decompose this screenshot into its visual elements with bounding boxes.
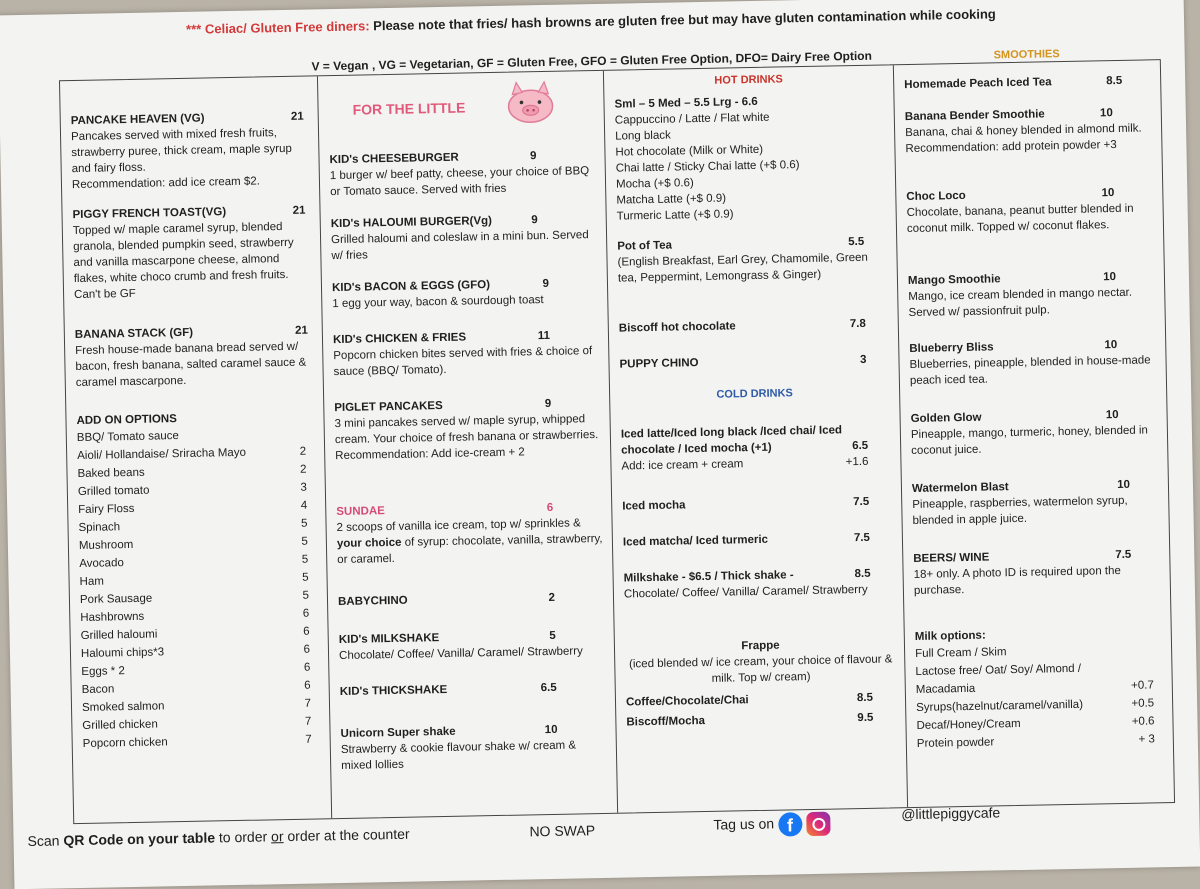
coffee-item: Cappuccino / Latte / Flat white (614, 111, 770, 127)
item-price: 7.8 (849, 317, 866, 331)
menu-item-beers-wine (913, 546, 1162, 599)
no-swap-note: NO SWAP (529, 822, 596, 840)
addon-row-price: 4 (300, 499, 308, 512)
milk-option-row-name: Decaf/Honey/Cream (916, 717, 1021, 732)
milk-option-row-name: Protein powder (916, 736, 995, 750)
addon-row-name: Haloumi chips*3 (80, 646, 165, 660)
diet-legend: V = Vegan , VG = Vegetarian, GF = Gluten Free, GFO = Gluten Free Option, DFO= Dairy Free Option (311, 48, 873, 74)
addon-row-name: Grilled tomato (77, 484, 150, 499)
item-name: PANCAKE HEAVEN (VG) (70, 112, 205, 128)
item-price: 7.5 (1115, 548, 1132, 562)
addon-row-name: Bacon (81, 683, 115, 696)
item-name: Biscoff/Mocha (626, 715, 706, 729)
addon-row-price: 2 (299, 463, 307, 476)
addons-title: ADD ON OPTIONS (76, 413, 177, 428)
item-name: Iced latte/Iced long black /Iced chai/ Iced chocolate / Iced mocha (+1) (620, 424, 843, 457)
addon-row-price: 5 (301, 553, 309, 566)
item-name: KID's BACON & EGGS (GFO) (331, 279, 491, 295)
menu-item-iced-matcha (623, 529, 894, 550)
item-price: 8.5 (856, 691, 874, 705)
addon-row-price: 6 (304, 679, 311, 692)
order-instructions (27, 826, 409, 849)
scan-text-d: or (270, 828, 284, 845)
menu-item-frappe-biscoff (626, 709, 897, 730)
menu-item-kids-bacon-eggs (332, 275, 600, 312)
menu-item-kids-haloumi-burger (331, 211, 599, 264)
item-price: 9 (542, 277, 550, 291)
item-name: Banana Bender Smoothie (904, 108, 1045, 124)
item-price: 21 (290, 110, 304, 123)
addon-row-name: Smoked salmon (81, 700, 165, 714)
addon-row-name: Popcorn chicken (82, 736, 168, 750)
milk-option-row (917, 730, 1165, 753)
item-name: PUPPY CHINO (619, 357, 699, 371)
add-on-options (76, 408, 321, 753)
milk-option-row-price: +0.6 (1131, 715, 1155, 728)
addon-row-price: 2 (299, 445, 307, 458)
addon-row-price: 6 (302, 607, 310, 620)
item-description: Mango, ice cream blended in mango nectar. Served w/ passionfruit pulp. (908, 286, 1133, 320)
item-name: Watermelon Blast (911, 481, 1009, 495)
milk-option-row-price: +0.5 (1131, 697, 1155, 710)
celiac-label: *** Celiac/ Gluten Free diners: (185, 18, 370, 37)
item-name: KID's THICKSHAKE (339, 683, 448, 699)
item-price: 6 (546, 501, 554, 515)
coffee-sizes: Sml – 5 Med – 5.5 Lrg - 6.6 (614, 95, 758, 111)
menu-item-banana-stack (75, 322, 315, 391)
item-price: 7.5 (853, 495, 870, 509)
addon-row-price: 7 (304, 697, 312, 710)
addon-list (77, 424, 322, 753)
milk-option-row-name: Syrups(hazelnut/caramel/vanilla) (916, 698, 1084, 714)
coffee-list (615, 107, 888, 224)
item-name: Choc Loco (906, 189, 966, 204)
item-price: 9 (544, 397, 552, 411)
drinks-column (604, 65, 908, 812)
item-name: BANANA STACK (GF) (74, 326, 194, 342)
item-price: 8.5 (1106, 74, 1123, 88)
menu-item-choc-loco (906, 184, 1155, 237)
menu-item-biscoff-hot-chocolate (619, 315, 890, 336)
addon-row-name: Baked beans (77, 466, 145, 481)
notice-text: Please note that fries/ hash browns are gluten free but may have gluten contamination while cooking (373, 6, 996, 34)
item-price: 10 (1105, 409, 1119, 422)
addon-row-name: Pork Sausage (79, 592, 153, 606)
item-price: 8.5 (854, 567, 871, 581)
item-description: 18+ only. A photo ID is required upon the purchase. (913, 565, 1121, 597)
addon-row-name: Fairy Floss (78, 502, 135, 517)
frappe-title: Frappe (741, 639, 780, 653)
coffee-item: Matcha Latte (+$ 0.9) (616, 192, 727, 207)
addon-row-price: 5 (301, 517, 308, 530)
item-description: Banana, chai & honey blended in almond milk. (905, 122, 1142, 140)
item-description: Grilled haloumi and coleslaw in a mini bun. Served w/ fries (330, 229, 589, 263)
pig-icon (498, 78, 563, 127)
milk-option-row-name: Macadamia (915, 682, 976, 696)
addon-row-name: Ham (79, 575, 105, 588)
item-description: Blueberries, pineapple, blended in house-made peach iced tea. (909, 354, 1151, 388)
breakfast-column (60, 76, 332, 823)
coffee-item: Mocha (+$ 0.6) (615, 177, 694, 191)
item-price: 6.5 (540, 681, 557, 695)
item-description: Pancakes served with mixed fresh fruits, strawberry puree, thick cream, maple syrup and fairy floss. (70, 127, 292, 176)
item-name: Golden Glow (910, 411, 982, 426)
item-name: KID's CHICKEN & FRIES (332, 331, 467, 347)
item-price: 9 (529, 150, 537, 163)
addon-row-name: Avocado (79, 557, 124, 570)
item-description: Pineapple, raspberries, watermelon syrup, blended in apple juice. (912, 494, 1128, 527)
item-name: KID's CHEESEBURGER (329, 151, 459, 167)
item-name: PIGLET PANCAKES (334, 399, 443, 415)
addon-row-name: Grilled chicken (82, 718, 158, 732)
addon-row-price: 6 (303, 643, 311, 656)
item-description: 3 mini pancakes served w/ maple syrup, whipped cream. Your choice of fresh banana or strawberries. Recommendation: Add ice-cream + 2 (334, 413, 599, 463)
item-note: Recommendation: add protein powder +3 (905, 139, 1117, 156)
item-name: KID's HALOUMI BURGER(Vg) (330, 215, 493, 231)
item-name: Coffee/Chocolate/Chai (625, 694, 749, 709)
social-handle: @littlepiggycafe (901, 804, 1001, 823)
menu-item-unicorn-super-shake (340, 721, 608, 774)
menu-item-golden-glow (910, 406, 1159, 459)
smoothies-column (894, 48, 1174, 807)
addon-row-price: 5 (301, 535, 308, 548)
item-description: Popcorn chicken bites served with fries & choice of sauce (BBQ/ Tomato). (333, 345, 593, 379)
scan-text-a: Scan (27, 832, 64, 850)
item-price: 9.5 (857, 711, 874, 725)
item-name: Unicorn Super shake (340, 725, 456, 741)
item-description: Topped w/ maple caramel syrup, blended granola, blended pumpkin seed, strawberry and vanilla mascarpone cheese, almond flakes, white choco crumb and fresh fruits. (72, 221, 294, 286)
coffee-item: Turmeric Latte (+$ 0.9) (616, 208, 734, 223)
addon-row-name: BBQ/ Tomato sauce (76, 430, 180, 445)
item-description: Pineapple, mango, turmeric, honey, blended in coconut juice. (910, 424, 1148, 458)
menu-item-kids-cheeseburger (329, 147, 597, 200)
coffee-item: Hot chocolate (Milk or White) (615, 143, 764, 159)
addon-row-name: Eggs * 2 (81, 665, 125, 678)
item-description: (English Breakfast, Earl Grey, Chamomile, Green tea, Peppermint, Lemongrass & Ginger) (617, 251, 868, 285)
item-price: 6.5 (852, 439, 869, 453)
addon-row-price: 5 (302, 571, 309, 584)
menu-item-iced-drinks (621, 421, 893, 474)
milk-options (915, 624, 1165, 753)
menu-item-milkshake (623, 565, 895, 602)
menu-item-frappe (625, 635, 897, 688)
item-price: 11 (537, 329, 551, 343)
milk-option-row-name: Lactose free/ Oat/ Soy/ Almond / (915, 662, 1082, 678)
addon-row-price: 3 (300, 481, 307, 494)
iced-add-price: +1.6 (845, 455, 869, 469)
item-price: 5.5 (848, 235, 865, 249)
item-price: 21 (294, 324, 308, 337)
frappe-description: (iced blended w/ ice cream, your choice of flavour & milk. Top w/ cream) (628, 653, 893, 685)
menu-item-pot-of-tea (617, 233, 889, 286)
item-price: 7.5 (853, 531, 871, 545)
addon-row-price: 6 (303, 661, 311, 674)
scan-text-c: to order (214, 828, 272, 846)
item-name: Blueberry Bliss (909, 341, 994, 356)
item-description (336, 515, 604, 568)
menu-item-watermelon-blast (912, 476, 1161, 529)
item-description: Fresh house-made banana bread served w/ bacon, fresh banana, salted caramel sauce & caramel mascarpone. (75, 340, 307, 390)
item-price: 3 (859, 353, 867, 366)
milk-option-row-name: Full Cream / Skim (915, 646, 1007, 660)
smoothies-title: SMOOTHIES (993, 48, 1060, 62)
item-name: SUNDAE (336, 505, 385, 519)
addon-row-name: Aioli/ Hollandaise/ Sriracha Mayo (77, 446, 247, 463)
menu-item-piggy-french-toast (72, 202, 313, 303)
coffee-item: Chai latte / Sticky Chai latte (+$ 0.6) (615, 159, 800, 175)
item-name: Homemade Peach Iced Tea (904, 76, 1052, 92)
item-note: Can't be GF (73, 287, 136, 302)
sundae-desc-a: 2 scoops of vanilla ice cream, top w/ sprinkles & (336, 517, 581, 535)
addon-row-price: 7 (305, 733, 312, 746)
menu-item-kids-chicken-fries (333, 327, 601, 380)
menu-item-pancake-heaven (71, 108, 311, 193)
item-description: Chocolate, banana, peanut butter blended in coconut milk. Topped w/ coconut flakes. (906, 202, 1134, 236)
item-name: KID's MILKSHAKE (338, 632, 440, 647)
sundae-desc-b: your choice (336, 536, 402, 551)
menu-item-babychino (338, 589, 605, 610)
menu-item-banana-bender (905, 104, 1154, 157)
sundae-desc-c: of syrup: chocolate, vanilla, strawberry, or caramel. (337, 532, 603, 567)
item-name: Iced mocha (622, 499, 686, 513)
iced-add-text: Add: ice cream + cream (621, 458, 744, 473)
menu-item-iced-mocha (622, 493, 893, 514)
coffee-menu (614, 91, 887, 224)
item-name: PIGGY FRENCH TOAST(VG) (72, 206, 227, 222)
menu-item-frappe-coffee (626, 689, 897, 710)
kids-column (318, 71, 618, 818)
item-description: 1 burger w/ beef patty, cheese, your choice of BBQ or Tomato sauce. Served with fries (329, 165, 590, 199)
item-name: Mango Smoothie (907, 273, 1001, 288)
addon-row-price: 7 (304, 715, 312, 728)
item-price: 9 (531, 214, 538, 227)
scan-text-e: order at the counter (283, 825, 410, 845)
item-price: 10 (544, 723, 558, 737)
menu-item-peach-iced-tea (904, 72, 1152, 93)
social-tag (713, 812, 830, 838)
menu-item-puppy-chino (619, 351, 890, 372)
menu-item-piglet-pancakes (334, 395, 602, 464)
item-price: 10 (1104, 339, 1118, 352)
cold-drinks-title: COLD DRINKS (716, 387, 793, 401)
milk-options-title: Milk options: (914, 629, 986, 643)
milk-option-row-price: + 3 (1138, 733, 1155, 746)
item-name: Milkshake - $6.5 / Thick shake - (623, 569, 794, 585)
tag-us-text: Tag us on (713, 815, 775, 833)
item-price: 10 (1101, 187, 1115, 200)
item-name: Iced matcha/ Iced turmeric (622, 533, 769, 549)
item-description: Chocolate/ Coffee/ Vanilla/ Caramel/ Strawberry (623, 583, 868, 601)
item-name: BEERS/ WINE (913, 551, 990, 565)
item-price: 10 (1103, 271, 1117, 284)
instagram-icon[interactable] (806, 812, 830, 836)
item-name: BABYCHINO (337, 594, 408, 609)
gluten-notice (0, 3, 1184, 42)
menu-item-sundae (336, 499, 604, 568)
item-price: 21 (292, 204, 306, 217)
addon-row-price: 5 (302, 589, 310, 602)
milk-options-list (915, 640, 1165, 753)
milk-option-row-price: +0.7 (1130, 679, 1154, 692)
menu-item-kids-thickshake (340, 679, 607, 700)
addon-row-name: Grilled haloumi (80, 628, 158, 642)
scan-text-b: QR Code on your table (63, 829, 216, 849)
item-price: 2 (548, 591, 556, 604)
item-note: Recommendation: add ice cream $2. (71, 175, 261, 192)
facebook-icon[interactable]: f (778, 812, 802, 836)
addon-row (83, 730, 322, 753)
item-description: Chocolate/ Coffee/ Vanilla/ Caramel/ Strawberry (338, 645, 583, 663)
addon-row-price: 6 (303, 625, 310, 638)
menu-item-mango-smoothie (908, 268, 1157, 321)
item-name: Biscoff hot chocolate (618, 320, 736, 335)
addon-row-name: Mushroom (78, 538, 134, 553)
item-price: 10 (1117, 478, 1131, 492)
menu-item-blueberry-bliss (909, 336, 1158, 389)
menu-grid (59, 48, 1175, 824)
item-price: 5 (549, 629, 556, 642)
addon-row-name: Hashbrowns (80, 610, 145, 624)
item-name: Pot of Tea (617, 239, 673, 253)
menu-item-kids-milkshake (339, 627, 607, 664)
item-description: 1 egg your way, bacon & sourdough toast (332, 294, 544, 311)
item-description: Strawberry & cookie flavour shake w/ cream & mixed lollies (340, 739, 577, 773)
item-price: 10 (1099, 107, 1113, 120)
for-the-little-title: FOR THE LITTLE (352, 99, 466, 118)
hot-drinks-title: HOT DRINKS (714, 73, 783, 87)
addon-row-name: Spinach (78, 521, 121, 535)
coffee-item: Long black (615, 129, 671, 143)
